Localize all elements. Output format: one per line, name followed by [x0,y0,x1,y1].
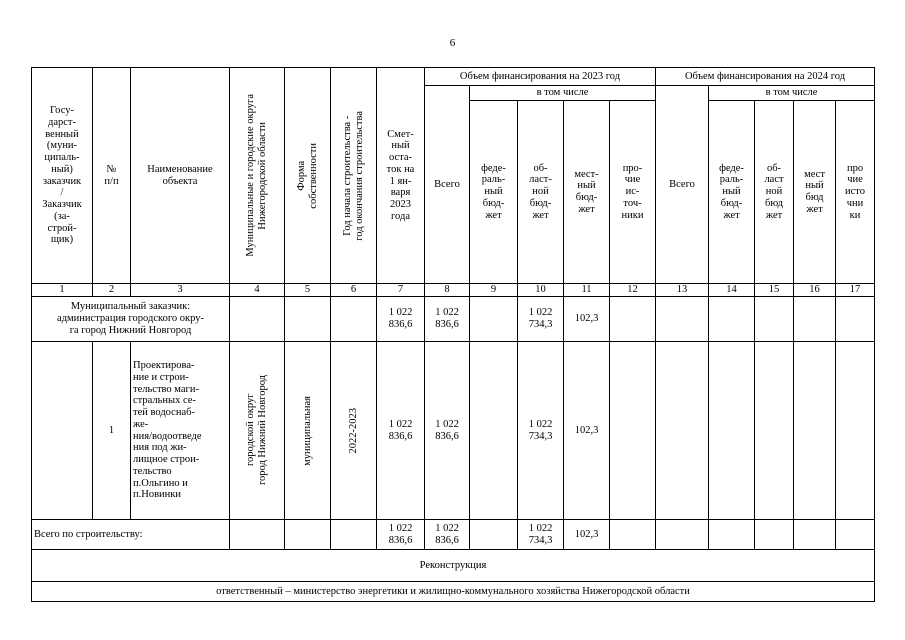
empty-cell [331,520,377,550]
customer-total-2023: 1 022 836,6 [425,297,470,342]
header-reg-2024: об- ласт ной бюд жет [755,101,794,284]
header-customer: Госу- дарст- венный (муни- ципаль- ный) заказчик / Заказчик (за- строй- щик) [32,68,93,284]
empty-cell [230,520,285,550]
empty-cell [755,342,794,520]
header-municipal-cell [230,68,285,284]
header-municipal: Муниципальные и городские округа Нижегородской области [245,94,268,257]
header-fed-2023: феде- раль- ный бюд- жет [470,101,518,284]
header-oth-2024: про чие исто чни ки [836,101,875,284]
empty-cell [794,297,836,342]
header-loc-2023: мест- ный бюд- жет [564,101,610,284]
object-ownership-cell [285,342,331,520]
col-num: 13 [656,284,709,297]
object-municipal: городской округ город Нижний Новгород [245,375,268,486]
header-ownership: Форма собственности [295,142,319,209]
object-name: Проектирова- ние и строи- тельство маги- стральных се- тей водоснаб- же- ния/водоотведе ния под жи- лищное строи- тельство п.Ольгино и п.Новинки [131,342,230,520]
empty-cell [656,520,709,550]
empty-cell [755,297,794,342]
empty-cell [285,520,331,550]
header-incl-2024: в том числе [709,86,875,101]
empty-cell [755,520,794,550]
customer-reg-2023: 1 022 734,3 [518,297,564,342]
empty-cell [610,342,656,520]
header-incl-2023: в том числе [470,86,656,101]
empty-cell [656,297,709,342]
empty-cell [32,342,93,520]
empty-cell [230,297,285,342]
object-years-cell [331,342,377,520]
column-numbers-row [32,284,875,297]
empty-cell [331,297,377,342]
header-fin-2023: Объем финансирования на 2023 год [425,68,656,86]
customer-row [32,297,875,342]
col-num: 10 [518,284,564,297]
empty-cell [610,297,656,342]
empty-cell [709,520,755,550]
object-years: 2022-2023 [347,407,359,454]
page-number: 6 [449,37,456,49]
col-num: 3 [131,284,230,297]
col-num: 15 [755,284,794,297]
col-num: 1 [32,284,93,297]
object-loc-2023: 102,3 [564,342,610,520]
empty-cell [836,297,875,342]
header-total-2024: Всего [656,86,709,284]
col-num: 2 [93,284,131,297]
responsible-line: ответственный – министерство энергетики и жилищно-коммунального хозяйства Нижегородской области [32,582,875,602]
customer-loc-2023: 102,3 [564,297,610,342]
empty-cell [794,342,836,520]
empty-cell [610,520,656,550]
total-total-2023: 1 022 836,6 [425,520,470,550]
empty-cell [656,342,709,520]
empty-cell [470,520,518,550]
col-num: 6 [331,284,377,297]
header-years: Год начала строительства - год окончания строительства [341,110,365,241]
header-total-2023: Всего [425,86,470,284]
header-loc-2024: мест ный бюд жет [794,101,836,284]
header-estimate: Смет- ный оста- ток на 1 ян- варя 2023 года [377,68,425,284]
header-ownership-cell [285,68,331,284]
empty-cell [470,342,518,520]
empty-cell [285,297,331,342]
col-num: 12 [610,284,656,297]
object-row [32,342,875,520]
empty-cell [794,520,836,550]
object-num: 1 [93,342,131,520]
col-num: 14 [709,284,755,297]
col-num: 17 [836,284,875,297]
empty-cell [470,297,518,342]
col-num: 4 [230,284,285,297]
total-loc-2023: 102,3 [564,520,610,550]
customer-estimate: 1 022 836,6 [377,297,425,342]
section-title: Реконструкция [32,550,875,582]
object-municipal-cell [230,342,285,520]
total-row [32,520,875,550]
financing-table [31,67,875,602]
customer-label: Муниципальный заказчик: администрация городского окру- га город Нижний Новгород [32,297,230,342]
col-num: 9 [470,284,518,297]
empty-cell [709,297,755,342]
header-fed-2024: феде- раль- ный бюд- жет [709,101,755,284]
empty-cell [836,342,875,520]
header-years-cell [331,68,377,284]
total-estimate: 1 022 836,6 [377,520,425,550]
header-reg-2023: об- ласт- ной бюд- жет [518,101,564,284]
col-num: 5 [285,284,331,297]
object-estimate: 1 022 836,6 [377,342,425,520]
object-reg-2023: 1 022 734,3 [518,342,564,520]
total-reg-2023: 1 022 734,3 [518,520,564,550]
col-num: 7 [377,284,425,297]
col-num: 11 [564,284,610,297]
header-fin-2024: Объем финансирования на 2024 год [656,68,875,86]
header-num: № п/п [93,68,131,284]
col-num: 8 [425,284,470,297]
empty-cell [836,520,875,550]
object-ownership: муниципальная [301,395,313,466]
total-label: Всего по строительству: [32,520,230,550]
header-object-name: Наименование объекта [131,68,230,284]
header-oth-2023: про- чие ис- точ- ники [610,101,656,284]
col-num: 16 [794,284,836,297]
object-total-2023: 1 022 836,6 [425,342,470,520]
empty-cell [709,342,755,520]
